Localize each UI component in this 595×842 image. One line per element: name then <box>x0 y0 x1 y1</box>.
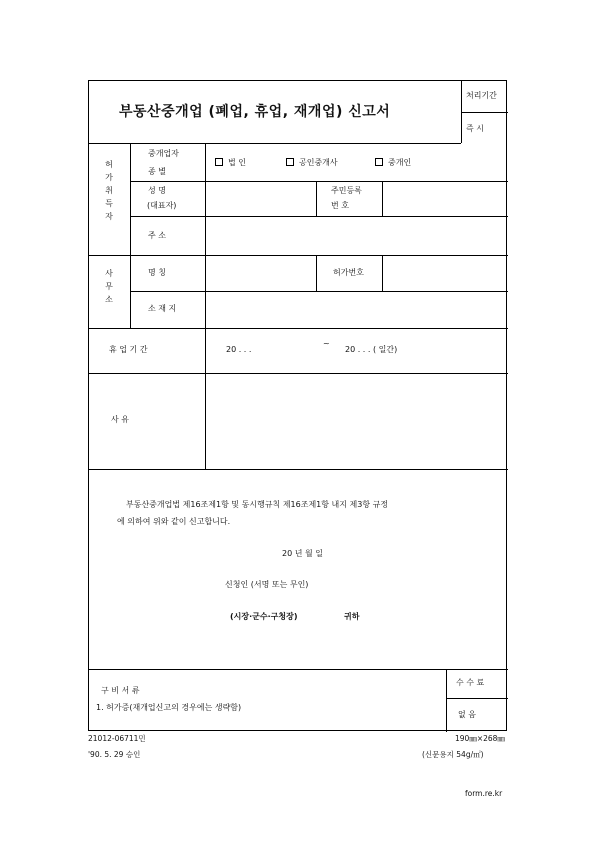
broker-type-label-2: 종 별 <box>148 167 166 176</box>
name-sub-label: (대표자) <box>147 201 177 210</box>
closure-period-label: 휴 업 기 간 <box>109 345 148 354</box>
office-name-field[interactable] <box>206 256 316 291</box>
reason-field[interactable] <box>206 374 508 469</box>
divider <box>446 669 447 732</box>
permit-number-field[interactable] <box>383 256 508 291</box>
divider <box>461 112 508 113</box>
type-option-corporation[interactable]: 법 인 <box>215 158 246 167</box>
fee-value: 없 음 <box>458 710 476 719</box>
closure-period-end[interactable]: 20 . . . ( 일간) <box>345 345 398 354</box>
closure-period-tilde: ~ <box>323 339 330 348</box>
form-title: 부동산중개업 (폐업, 휴업, 재개업) 신고서 <box>119 104 391 120</box>
attachments-label: 구 비 서 류 <box>101 686 140 695</box>
declaration-line-2: 에 의하여 위와 같이 신고합니다. <box>117 517 231 526</box>
checkbox-icon[interactable] <box>215 158 223 166</box>
divider <box>461 81 462 143</box>
processing-period-label: 처리기간 <box>466 91 497 100</box>
site-watermark: form.re.kr <box>465 789 503 798</box>
resident-number-label-2: 번 호 <box>331 201 349 210</box>
divider <box>316 181 317 216</box>
paper-size: 190㎜×268㎜ <box>455 734 505 743</box>
permit-number-label: 허가번호 <box>333 268 364 277</box>
divider <box>446 698 508 699</box>
applicant-signature[interactable]: 신청인 (서명 또는 무인) <box>225 580 309 589</box>
addressee: (시장·군수·구청장) <box>230 612 298 621</box>
name-field[interactable] <box>206 182 316 216</box>
checkbox-icon[interactable] <box>375 158 383 166</box>
office-location-label: 소 재 지 <box>148 304 177 313</box>
address-field[interactable] <box>206 217 508 255</box>
paper-type: (신문용지 54g/㎡) <box>422 750 484 759</box>
applicant-section-label: 허 가 취 득 자 <box>105 160 113 221</box>
declaration-date[interactable]: 20 년 월 일 <box>282 549 323 558</box>
office-location-field[interactable] <box>206 292 508 328</box>
declaration-line-1: 부동산중개업법 제16조제1항 및 동시행규칙 제16조제1항 내지 제3항 규정 <box>126 500 389 509</box>
office-section-label: 사 무 소 <box>105 269 113 304</box>
type-option-licensed-agent[interactable]: 공인중개사 <box>286 158 338 167</box>
attachment-item: 1. 허가증(재개업신고의 경우에는 생략함) <box>96 703 242 712</box>
divider <box>130 143 131 328</box>
broker-type-label: 중개업자 <box>148 149 179 158</box>
resident-number-label: 주민등록 <box>331 186 362 195</box>
approval-date: '90. 5. 29 승인 <box>88 750 141 759</box>
divider <box>89 469 508 470</box>
divider <box>89 143 461 144</box>
divider <box>89 328 508 329</box>
form-frame <box>88 80 507 731</box>
addressee-honorific: 귀하 <box>344 612 360 621</box>
checkbox-icon[interactable] <box>286 158 294 166</box>
form-code: 21012-06711민 <box>88 734 146 743</box>
processing-period-value: 즉 시 <box>466 124 484 133</box>
divider <box>316 255 317 291</box>
resident-number-field[interactable] <box>383 182 508 216</box>
name-label: 성 명 <box>148 186 166 195</box>
reason-label: 사 유 <box>111 415 129 424</box>
office-name-label: 명 칭 <box>148 268 166 277</box>
fee-label: 수 수 료 <box>456 678 485 687</box>
address-label: 주 소 <box>148 231 166 240</box>
closure-period-start[interactable]: 20 . . . <box>226 345 252 354</box>
type-option-broker[interactable]: 중개인 <box>375 158 411 167</box>
